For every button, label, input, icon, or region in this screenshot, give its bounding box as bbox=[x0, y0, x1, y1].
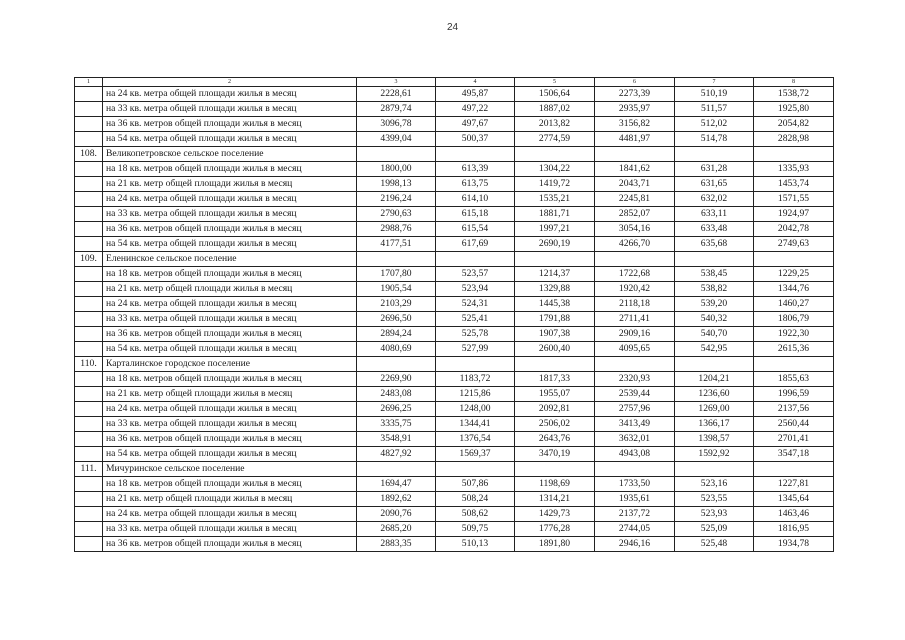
row-label: на 54 кв. метра общей площади жилья в месяц bbox=[103, 132, 357, 147]
row-label: на 36 кв. метров общей площади жилья в месяц bbox=[103, 222, 357, 237]
empty-cell bbox=[515, 252, 595, 267]
empty-cell bbox=[675, 252, 754, 267]
value-cell: 1269,00 bbox=[675, 402, 754, 417]
table-row bbox=[75, 417, 834, 432]
row-number-cell bbox=[75, 312, 103, 327]
table-row bbox=[75, 477, 834, 492]
empty-cell bbox=[515, 357, 595, 372]
value-cell: 1376,54 bbox=[436, 432, 515, 447]
value-cell: 1841,62 bbox=[595, 162, 675, 177]
column-header: 6 bbox=[595, 78, 675, 87]
row-label: на 24 кв. метра общей площади жилья в месяц bbox=[103, 507, 357, 522]
section-number: 110. bbox=[75, 357, 103, 372]
value-cell: 615,54 bbox=[436, 222, 515, 237]
value-cell: 523,93 bbox=[675, 507, 754, 522]
value-cell: 3548,91 bbox=[357, 432, 436, 447]
value-cell: 1236,60 bbox=[675, 387, 754, 402]
value-cell: 1733,50 bbox=[595, 477, 675, 492]
value-cell: 1791,88 bbox=[515, 312, 595, 327]
empty-cell bbox=[754, 357, 834, 372]
table-row bbox=[75, 432, 834, 447]
value-cell: 527,99 bbox=[436, 342, 515, 357]
value-cell: 1445,38 bbox=[515, 297, 595, 312]
value-cell: 1722,68 bbox=[595, 267, 675, 282]
value-cell: 4080,69 bbox=[357, 342, 436, 357]
value-cell: 1344,41 bbox=[436, 417, 515, 432]
value-cell: 2946,16 bbox=[595, 537, 675, 552]
value-cell: 1925,80 bbox=[754, 102, 834, 117]
value-cell: 4481,97 bbox=[595, 132, 675, 147]
empty-cell bbox=[515, 462, 595, 477]
value-cell: 615,18 bbox=[436, 207, 515, 222]
row-number-cell bbox=[75, 162, 103, 177]
value-cell: 1229,25 bbox=[754, 267, 834, 282]
value-cell: 2988,76 bbox=[357, 222, 436, 237]
empty-cell bbox=[436, 147, 515, 162]
value-cell: 635,68 bbox=[675, 237, 754, 252]
value-cell: 500,37 bbox=[436, 132, 515, 147]
value-cell: 2273,39 bbox=[595, 87, 675, 102]
value-cell: 523,94 bbox=[436, 282, 515, 297]
value-cell: 3413,49 bbox=[595, 417, 675, 432]
value-cell: 1920,42 bbox=[595, 282, 675, 297]
value-cell: 1935,61 bbox=[595, 492, 675, 507]
value-cell: 2894,24 bbox=[357, 327, 436, 342]
row-number-cell bbox=[75, 522, 103, 537]
empty-cell bbox=[357, 462, 436, 477]
section-row bbox=[75, 147, 834, 162]
value-cell: 1419,72 bbox=[515, 177, 595, 192]
value-cell: 2539,44 bbox=[595, 387, 675, 402]
value-cell: 497,67 bbox=[436, 117, 515, 132]
value-cell: 2790,63 bbox=[357, 207, 436, 222]
tariff-table bbox=[74, 77, 834, 552]
table-row bbox=[75, 447, 834, 462]
table-row bbox=[75, 207, 834, 222]
row-label: на 21 кв. метр общей площади жилья в месяц bbox=[103, 387, 357, 402]
row-label: на 18 кв. метров общей площади жилья в месяц bbox=[103, 372, 357, 387]
value-cell: 1881,71 bbox=[515, 207, 595, 222]
value-cell: 4266,70 bbox=[595, 237, 675, 252]
value-cell: 523,57 bbox=[436, 267, 515, 282]
value-cell: 1429,73 bbox=[515, 507, 595, 522]
value-cell: 2090,76 bbox=[357, 507, 436, 522]
value-cell: 507,86 bbox=[436, 477, 515, 492]
value-cell: 1707,80 bbox=[357, 267, 436, 282]
empty-cell bbox=[754, 252, 834, 267]
value-cell: 1460,27 bbox=[754, 297, 834, 312]
section-row bbox=[75, 462, 834, 477]
empty-cell bbox=[754, 147, 834, 162]
row-number-cell bbox=[75, 342, 103, 357]
table-row bbox=[75, 87, 834, 102]
row-number-cell bbox=[75, 417, 103, 432]
value-cell: 1506,64 bbox=[515, 87, 595, 102]
section-number: 109. bbox=[75, 252, 103, 267]
value-cell: 2883,35 bbox=[357, 537, 436, 552]
value-cell: 1934,78 bbox=[754, 537, 834, 552]
value-cell: 2690,19 bbox=[515, 237, 595, 252]
row-label: на 33 кв. метра общей площади жилья в месяц bbox=[103, 102, 357, 117]
section-row bbox=[75, 252, 834, 267]
value-cell: 2757,96 bbox=[595, 402, 675, 417]
value-cell: 1800,00 bbox=[357, 162, 436, 177]
value-cell: 2560,44 bbox=[754, 417, 834, 432]
table-row bbox=[75, 192, 834, 207]
value-cell: 2852,07 bbox=[595, 207, 675, 222]
row-label: на 24 кв. метра общей площади жилья в месяц bbox=[103, 402, 357, 417]
table-row bbox=[75, 117, 834, 132]
value-cell: 1998,13 bbox=[357, 177, 436, 192]
row-label: на 18 кв. метров общей площади жилья в месяц bbox=[103, 162, 357, 177]
value-cell: 1314,21 bbox=[515, 492, 595, 507]
table-row bbox=[75, 312, 834, 327]
value-cell: 1905,54 bbox=[357, 282, 436, 297]
section-title: Великопетровское сельское поселение bbox=[103, 147, 357, 162]
empty-cell bbox=[754, 462, 834, 477]
column-header: 5 bbox=[515, 78, 595, 87]
row-number-cell bbox=[75, 177, 103, 192]
value-cell: 1453,74 bbox=[754, 177, 834, 192]
row-label: на 54 кв. метра общей площади жилья в месяц bbox=[103, 342, 357, 357]
section-number: 111. bbox=[75, 462, 103, 477]
value-cell: 2696,50 bbox=[357, 312, 436, 327]
value-cell: 523,55 bbox=[675, 492, 754, 507]
value-cell: 1997,21 bbox=[515, 222, 595, 237]
value-cell: 1907,38 bbox=[515, 327, 595, 342]
value-cell: 1806,79 bbox=[754, 312, 834, 327]
column-header: 7 bbox=[675, 78, 754, 87]
value-cell: 613,39 bbox=[436, 162, 515, 177]
empty-cell bbox=[436, 357, 515, 372]
row-label: на 36 кв. метров общей площади жилья в месяц bbox=[103, 327, 357, 342]
value-cell: 1817,33 bbox=[515, 372, 595, 387]
value-cell: 3054,16 bbox=[595, 222, 675, 237]
table-row bbox=[75, 132, 834, 147]
row-number-cell bbox=[75, 207, 103, 222]
value-cell: 614,10 bbox=[436, 192, 515, 207]
value-cell: 632,02 bbox=[675, 192, 754, 207]
value-cell: 2103,29 bbox=[357, 297, 436, 312]
row-label: на 21 кв. метр общей площади жилья в месяц bbox=[103, 282, 357, 297]
empty-cell bbox=[436, 252, 515, 267]
row-number-cell bbox=[75, 402, 103, 417]
value-cell: 2774,59 bbox=[515, 132, 595, 147]
row-label: на 33 кв. метра общей площади жилья в месяц bbox=[103, 417, 357, 432]
value-cell: 3335,75 bbox=[357, 417, 436, 432]
table-row bbox=[75, 537, 834, 552]
value-cell: 510,13 bbox=[436, 537, 515, 552]
table-row bbox=[75, 372, 834, 387]
value-cell: 525,78 bbox=[436, 327, 515, 342]
row-number-cell bbox=[75, 132, 103, 147]
row-label: на 54 кв. метра общей площади жилья в месяц bbox=[103, 447, 357, 462]
value-cell: 1248,00 bbox=[436, 402, 515, 417]
value-cell: 2909,16 bbox=[595, 327, 675, 342]
value-cell: 2137,56 bbox=[754, 402, 834, 417]
value-cell: 633,48 bbox=[675, 222, 754, 237]
value-cell: 1569,37 bbox=[436, 447, 515, 462]
empty-cell bbox=[595, 147, 675, 162]
value-cell: 2137,72 bbox=[595, 507, 675, 522]
row-number-cell bbox=[75, 432, 103, 447]
value-cell: 2749,63 bbox=[754, 237, 834, 252]
value-cell: 2615,36 bbox=[754, 342, 834, 357]
value-cell: 2600,40 bbox=[515, 342, 595, 357]
table-row bbox=[75, 297, 834, 312]
value-cell: 495,87 bbox=[436, 87, 515, 102]
column-header: 3 bbox=[357, 78, 436, 87]
value-cell: 4943,08 bbox=[595, 447, 675, 462]
value-cell: 3096,78 bbox=[357, 117, 436, 132]
column-header: 1 bbox=[75, 78, 103, 87]
row-label: на 36 кв. метров общей площади жилья в месяц bbox=[103, 537, 357, 552]
row-label: на 33 кв. метра общей площади жилья в месяц bbox=[103, 207, 357, 222]
value-cell: 3156,82 bbox=[595, 117, 675, 132]
value-cell: 1538,72 bbox=[754, 87, 834, 102]
value-cell: 1214,37 bbox=[515, 267, 595, 282]
value-cell: 508,62 bbox=[436, 507, 515, 522]
value-cell: 1592,92 bbox=[675, 447, 754, 462]
value-cell: 1329,88 bbox=[515, 282, 595, 297]
value-cell: 2744,05 bbox=[595, 522, 675, 537]
column-number-row bbox=[75, 78, 834, 87]
empty-cell bbox=[675, 147, 754, 162]
table-row bbox=[75, 387, 834, 402]
value-cell: 2701,41 bbox=[754, 432, 834, 447]
value-cell: 631,28 bbox=[675, 162, 754, 177]
row-label: на 24 кв. метра общей площади жилья в месяц bbox=[103, 297, 357, 312]
value-cell: 2935,97 bbox=[595, 102, 675, 117]
value-cell: 1345,64 bbox=[754, 492, 834, 507]
value-cell: 1183,72 bbox=[436, 372, 515, 387]
value-cell: 1204,21 bbox=[675, 372, 754, 387]
row-label: на 54 кв. метра общей площади жилья в месяц bbox=[103, 237, 357, 252]
value-cell: 617,69 bbox=[436, 237, 515, 252]
row-number-cell bbox=[75, 237, 103, 252]
value-cell: 2643,76 bbox=[515, 432, 595, 447]
table-row bbox=[75, 492, 834, 507]
value-cell: 1227,81 bbox=[754, 477, 834, 492]
value-cell: 1996,59 bbox=[754, 387, 834, 402]
value-cell: 2269,90 bbox=[357, 372, 436, 387]
value-cell: 2483,08 bbox=[357, 387, 436, 402]
section-title: Мичуринское сельское поселение bbox=[103, 462, 357, 477]
value-cell: 1816,95 bbox=[754, 522, 834, 537]
table-row bbox=[75, 222, 834, 237]
table-row bbox=[75, 267, 834, 282]
table-row bbox=[75, 327, 834, 342]
row-number-cell bbox=[75, 282, 103, 297]
empty-cell bbox=[595, 252, 675, 267]
value-cell: 1922,30 bbox=[754, 327, 834, 342]
table-row bbox=[75, 282, 834, 297]
value-cell: 497,22 bbox=[436, 102, 515, 117]
empty-cell bbox=[675, 462, 754, 477]
value-cell: 613,75 bbox=[436, 177, 515, 192]
value-cell: 1955,07 bbox=[515, 387, 595, 402]
value-cell: 2196,24 bbox=[357, 192, 436, 207]
value-cell: 3470,19 bbox=[515, 447, 595, 462]
value-cell: 2685,20 bbox=[357, 522, 436, 537]
row-label: на 33 кв. метра общей площади жилья в месяц bbox=[103, 312, 357, 327]
value-cell: 540,32 bbox=[675, 312, 754, 327]
value-cell: 509,75 bbox=[436, 522, 515, 537]
table-row bbox=[75, 522, 834, 537]
empty-cell bbox=[595, 462, 675, 477]
row-label: на 36 кв. метров общей площади жилья в месяц bbox=[103, 432, 357, 447]
column-header: 4 bbox=[436, 78, 515, 87]
row-label: на 33 кв. метра общей площади жилья в месяц bbox=[103, 522, 357, 537]
value-cell: 1335,93 bbox=[754, 162, 834, 177]
value-cell: 2711,41 bbox=[595, 312, 675, 327]
row-number-cell bbox=[75, 327, 103, 342]
row-number-cell bbox=[75, 117, 103, 132]
value-cell: 2828,98 bbox=[754, 132, 834, 147]
value-cell: 514,78 bbox=[675, 132, 754, 147]
table-row bbox=[75, 342, 834, 357]
row-number-cell bbox=[75, 507, 103, 522]
value-cell: 1366,17 bbox=[675, 417, 754, 432]
row-number-cell bbox=[75, 372, 103, 387]
value-cell: 525,09 bbox=[675, 522, 754, 537]
row-number-cell bbox=[75, 267, 103, 282]
value-cell: 1891,80 bbox=[515, 537, 595, 552]
value-cell: 2228,61 bbox=[357, 87, 436, 102]
value-cell: 525,48 bbox=[675, 537, 754, 552]
row-number-cell bbox=[75, 447, 103, 462]
section-row bbox=[75, 357, 834, 372]
value-cell: 2118,18 bbox=[595, 297, 675, 312]
page-number: 24 bbox=[446, 22, 459, 33]
value-cell: 1304,22 bbox=[515, 162, 595, 177]
value-cell: 525,41 bbox=[436, 312, 515, 327]
value-cell: 538,45 bbox=[675, 267, 754, 282]
value-cell: 2043,71 bbox=[595, 177, 675, 192]
row-number-cell bbox=[75, 387, 103, 402]
value-cell: 2092,81 bbox=[515, 402, 595, 417]
value-cell: 1571,55 bbox=[754, 192, 834, 207]
row-number-cell bbox=[75, 537, 103, 552]
value-cell: 631,65 bbox=[675, 177, 754, 192]
row-number-cell bbox=[75, 102, 103, 117]
table-row bbox=[75, 237, 834, 252]
row-number-cell bbox=[75, 492, 103, 507]
empty-cell bbox=[357, 147, 436, 162]
value-cell: 4177,51 bbox=[357, 237, 436, 252]
value-cell: 1887,02 bbox=[515, 102, 595, 117]
row-number-cell bbox=[75, 87, 103, 102]
section-title: Карталинское городское поселение bbox=[103, 357, 357, 372]
row-label: на 21 кв. метр общей площади жилья в месяц bbox=[103, 492, 357, 507]
row-number-cell bbox=[75, 477, 103, 492]
section-number: 108. bbox=[75, 147, 103, 162]
value-cell: 2013,82 bbox=[515, 117, 595, 132]
value-cell: 1855,63 bbox=[754, 372, 834, 387]
value-cell: 1892,62 bbox=[357, 492, 436, 507]
row-label: на 36 кв. метров общей площади жилья в месяц bbox=[103, 117, 357, 132]
empty-cell bbox=[515, 147, 595, 162]
value-cell: 2042,78 bbox=[754, 222, 834, 237]
value-cell: 524,31 bbox=[436, 297, 515, 312]
value-cell: 2054,82 bbox=[754, 117, 834, 132]
value-cell: 542,95 bbox=[675, 342, 754, 357]
value-cell: 633,11 bbox=[675, 207, 754, 222]
value-cell: 540,70 bbox=[675, 327, 754, 342]
value-cell: 1924,97 bbox=[754, 207, 834, 222]
value-cell: 508,24 bbox=[436, 492, 515, 507]
table-row bbox=[75, 162, 834, 177]
table-row bbox=[75, 402, 834, 417]
value-cell: 4399,04 bbox=[357, 132, 436, 147]
empty-cell bbox=[436, 462, 515, 477]
value-cell: 512,02 bbox=[675, 117, 754, 132]
empty-cell bbox=[675, 357, 754, 372]
value-cell: 4827,92 bbox=[357, 447, 436, 462]
column-header: 2 bbox=[103, 78, 357, 87]
value-cell: 2696,25 bbox=[357, 402, 436, 417]
value-cell: 510,19 bbox=[675, 87, 754, 102]
row-label: на 21 кв. метр общей площади жилья в месяц bbox=[103, 177, 357, 192]
column-header: 8 bbox=[754, 78, 834, 87]
value-cell: 511,57 bbox=[675, 102, 754, 117]
value-cell: 1398,57 bbox=[675, 432, 754, 447]
row-label: на 18 кв. метров общей площади жилья в месяц bbox=[103, 267, 357, 282]
table-row bbox=[75, 177, 834, 192]
value-cell: 539,20 bbox=[675, 297, 754, 312]
value-cell: 1463,46 bbox=[754, 507, 834, 522]
row-label: на 18 кв. метров общей площади жилья в месяц bbox=[103, 477, 357, 492]
empty-cell bbox=[357, 252, 436, 267]
row-number-cell bbox=[75, 222, 103, 237]
row-label: на 24 кв. метра общей площади жилья в месяц bbox=[103, 87, 357, 102]
value-cell: 2506,02 bbox=[515, 417, 595, 432]
table-row bbox=[75, 102, 834, 117]
value-cell: 538,82 bbox=[675, 282, 754, 297]
value-cell: 1776,28 bbox=[515, 522, 595, 537]
row-number-cell bbox=[75, 297, 103, 312]
value-cell: 2320,93 bbox=[595, 372, 675, 387]
empty-cell bbox=[357, 357, 436, 372]
value-cell: 4095,65 bbox=[595, 342, 675, 357]
value-cell: 3547,18 bbox=[754, 447, 834, 462]
value-cell: 1535,21 bbox=[515, 192, 595, 207]
row-number-cell bbox=[75, 192, 103, 207]
value-cell: 2879,74 bbox=[357, 102, 436, 117]
section-title: Еленинское сельское поселение bbox=[103, 252, 357, 267]
value-cell: 1694,47 bbox=[357, 477, 436, 492]
value-cell: 1215,86 bbox=[436, 387, 515, 402]
value-cell: 3632,01 bbox=[595, 432, 675, 447]
table-row bbox=[75, 507, 834, 522]
value-cell: 1198,69 bbox=[515, 477, 595, 492]
value-cell: 523,16 bbox=[675, 477, 754, 492]
empty-cell bbox=[595, 357, 675, 372]
row-label: на 24 кв. метра общей площади жилья в месяц bbox=[103, 192, 357, 207]
value-cell: 2245,81 bbox=[595, 192, 675, 207]
value-cell: 1344,76 bbox=[754, 282, 834, 297]
